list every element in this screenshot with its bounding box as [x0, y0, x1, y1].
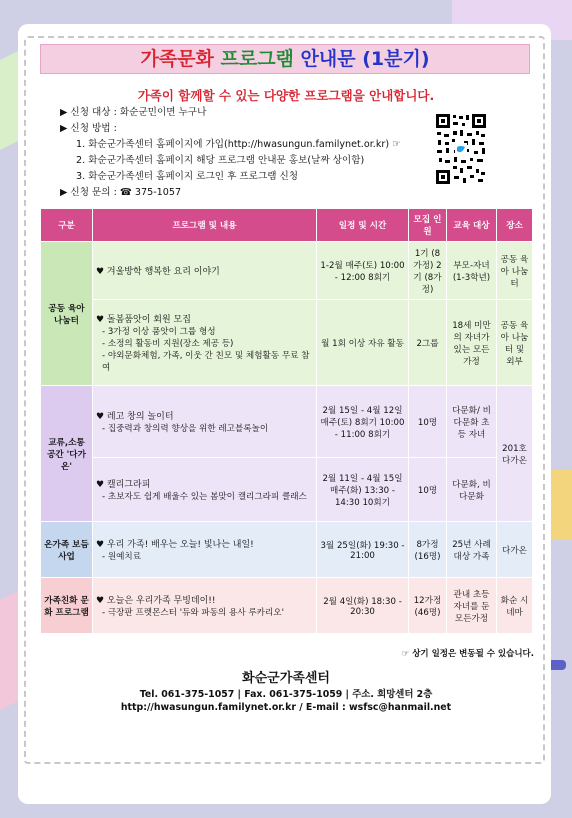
header-program: 프로그램 및 내용	[93, 209, 317, 242]
target-cell: 18세 미만의 자녀가 있는 모든 가정	[447, 300, 497, 386]
info-inquiry: ▶ 신청 문의 : ☎ 375-1057	[60, 187, 182, 198]
category-cell: 공동 육아 나눔터	[41, 242, 93, 386]
capacity-cell: 10명	[409, 458, 447, 522]
place-cell: 201호 다가온	[497, 386, 533, 522]
page-title: 가족문화 프로그램 안내문 (1분기)	[40, 44, 530, 74]
program-cell	[93, 386, 317, 458]
schedule-cell: 1-2월 매주(토) 10:00 - 12:00 8회기	[317, 242, 409, 300]
program-cell	[93, 522, 317, 578]
place-cell: 공동 육아 나눔터	[497, 242, 533, 300]
place-cell: 다가온	[497, 522, 533, 578]
program-detail: - 야외문화체험, 가족, 이웃 간 친모 및 체험활동 무료 참여	[102, 351, 310, 373]
program-schedule-table	[40, 208, 533, 634]
program-title: ♥ 우리 가족! 배우는 오늘! 빛나는 내일!	[96, 540, 254, 550]
info-method-label: ▶ 신청 방법 :	[60, 123, 117, 134]
category-cell: 온가족 보듬사업	[41, 522, 93, 578]
target-cell: 25년 사례대상 가족	[447, 522, 497, 578]
program-cell	[93, 458, 317, 522]
table-row	[41, 578, 533, 634]
category-cell: 가족친화 문화 프로그램	[41, 578, 93, 634]
program-cell	[93, 578, 317, 634]
schedule-cell: 2월 4일(화) 18:30 - 20:30	[317, 578, 409, 634]
program-title: ♥ 레고 창의 놀이터	[96, 412, 174, 422]
contact-phone-address: Tel. 061-375-1057 | Fax. 061-375-1059 | 주소. 희망센터 2층	[139, 689, 433, 700]
program-cell: ♥ 겨울방학 행복한 요리 이야기	[93, 242, 317, 300]
subtitle: 가족이 함께할 수 있는 다양한 프로그램을 안내합니다.	[137, 88, 435, 103]
table-header-row	[41, 209, 533, 242]
header-category: 구분	[41, 209, 93, 242]
header-capacity: 모집 인원	[409, 209, 447, 242]
program-title: ♥ 오늘은 우리가족 무빙데이!!	[96, 596, 216, 606]
contact-info	[0, 688, 572, 714]
target-cell: 다문화/ 비다문화 초등 자녀	[447, 386, 497, 458]
info-method-2: 2. 화순군가족센터 홈페이지 해당 프로그램 안내문 홍보(날짜 상이함)	[76, 155, 365, 166]
program-detail: - 소정의 활동비 지원(장소 제공 등)	[102, 339, 234, 349]
schedule-notice: ☞ 상기 일정은 변동될 수 있습니다.	[401, 649, 534, 659]
schedule-cell: 월 1회 이상 자유 활동	[317, 300, 409, 386]
program-title: ♥ 돌봄품앗이 회원 모집	[96, 315, 191, 325]
header-schedule: 일정 및 시간	[317, 209, 409, 242]
qr-code-icon[interactable]	[436, 114, 486, 184]
program-detail: - 집중력과 창의력 향상을 위한 레고블록놀이	[102, 424, 269, 434]
capacity-cell: 10명	[409, 386, 447, 458]
table-row	[41, 522, 533, 578]
program-detail: - 3가정 이상 품앗이 그룹 형성	[102, 327, 216, 337]
place-cell: 화순 시네마	[497, 578, 533, 634]
schedule-cell: 2월 15일 - 4월 12일 매주(토) 8회기 10:00 - 11:00 8회기	[317, 386, 409, 458]
target-cell: 부모-자녀 (1-3학년)	[447, 242, 497, 300]
capacity-cell: 1기 (8가정) 2기 (8가정)	[409, 242, 447, 300]
program-detail: - 원예치료	[102, 552, 142, 562]
capacity-cell: 12가정 (46명)	[409, 578, 447, 634]
center-name: 화순군가족센터	[242, 671, 330, 686]
table-row	[41, 386, 533, 458]
program-title: ♥ 캘리그라피	[96, 480, 151, 490]
application-info	[60, 105, 401, 201]
program-cell	[93, 300, 317, 386]
info-method-3: 3. 화순군가족센터 홈페이지 로그인 후 프로그램 신청	[76, 171, 299, 182]
target-cell: 관내 초등자녀를 둔 모든가정	[447, 578, 497, 634]
program-detail: - 초보자도 쉽게 배울수 있는 봄맞이 캘리그라피 클래스	[102, 492, 307, 502]
program-detail: - 극장판 프렛몬스터 '듀와 파동의 용사 루카리오'	[102, 608, 284, 618]
info-method-1[interactable]: 1. 화순군가족센터 홈페이지에 가입(http://hwasungun.familynet.or.kr) ☞	[76, 139, 401, 150]
target-cell: 다문화, 비다문화	[447, 458, 497, 522]
header-target: 교육 대상	[447, 209, 497, 242]
capacity-cell: 8가정 (16명)	[409, 522, 447, 578]
category-cell: 교류,소통 공간 '다가온'	[41, 386, 93, 522]
schedule-cell: 3월 25일(화) 19:30 - 21:00	[317, 522, 409, 578]
table-row	[41, 300, 533, 386]
contact-web-email[interactable]: http://hwasungun.familynet.or.kr / E-mail : wsfsc@hanmail.net	[120, 702, 452, 713]
header-place: 장소	[497, 209, 533, 242]
info-target: ▶ 신청 대상 : 화순군민이면 누구나	[60, 107, 207, 118]
schedule-cell: 2월 11일 - 4월 15일 매주(화) 13:30 - 14:30 10회기	[317, 458, 409, 522]
capacity-cell: 2그룹	[409, 300, 447, 386]
table-row	[41, 242, 533, 300]
place-cell: 공동 육아 나눔터 및 외부	[497, 300, 533, 386]
table-row	[41, 458, 533, 522]
